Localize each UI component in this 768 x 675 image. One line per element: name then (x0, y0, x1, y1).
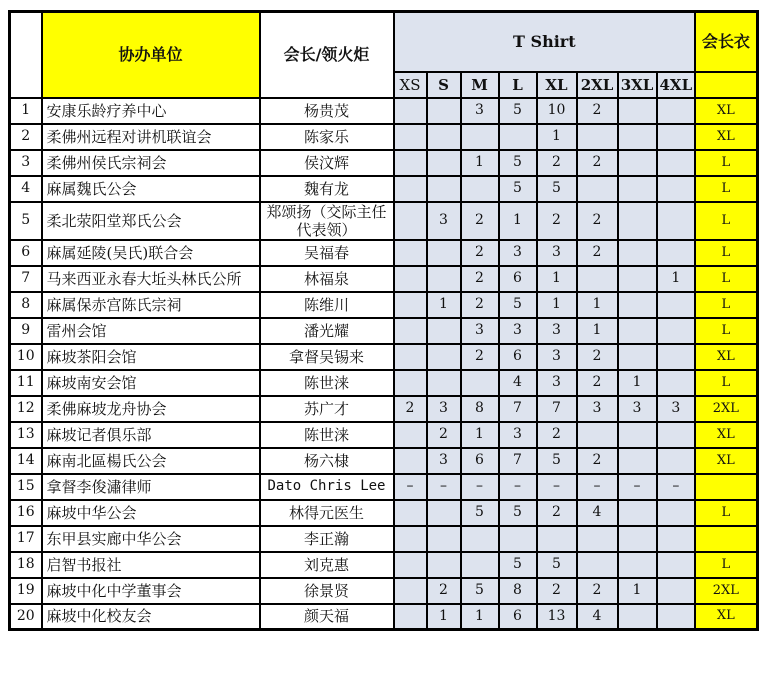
size-cell-l: 6 (499, 344, 537, 370)
size-cell-xs (394, 318, 427, 344)
leader-cell: 拿督吴锡来 (260, 344, 394, 370)
size-cell-l: 5 (499, 98, 537, 124)
size-cell-l: 6 (499, 266, 537, 292)
size-cell-4xl (657, 552, 696, 578)
size-cell-m (461, 176, 499, 202)
leader-cell: 郑颂扬（交际主任代表领） (260, 202, 394, 240)
size-cell-3xl (618, 552, 657, 578)
size-cell-xs (394, 266, 427, 292)
size-cell-2xl: 2 (577, 370, 618, 396)
president-shirt-cell (695, 474, 757, 500)
size-header-s: S (427, 72, 461, 98)
size-cell-xs (394, 98, 427, 124)
unit-cell: 安康乐龄疗养中心 (42, 98, 260, 124)
size-cell-xs (394, 176, 427, 202)
leader-cell: 杨贵茂 (260, 98, 394, 124)
size-cell-3xl (618, 344, 657, 370)
size-cell-xl: 10 (537, 98, 577, 124)
size-cell-l: 3 (499, 318, 537, 344)
size-cell-xl: 2 (537, 500, 577, 526)
size-cell-xl (537, 526, 577, 552)
size-cell-3xl (618, 240, 657, 266)
size-cell-4xl (657, 500, 696, 526)
size-cell-xs (394, 370, 427, 396)
size-cell-l: 7 (499, 396, 537, 422)
row-number: 1 (10, 98, 42, 124)
leader-cell: 侯汶辉 (260, 150, 394, 176)
row-number: 10 (10, 344, 42, 370)
size-cell-l (499, 526, 537, 552)
size-cell-l: 3 (499, 422, 537, 448)
size-cell-m: 2 (461, 240, 499, 266)
president-shirt-cell: XL (695, 422, 757, 448)
size-cell-xs (394, 344, 427, 370)
size-cell-4xl: 3 (657, 396, 696, 422)
row-number-header (10, 12, 42, 98)
row-number: 20 (10, 604, 42, 630)
size-cell-3xl (618, 98, 657, 124)
table-row (10, 318, 758, 344)
row-number: 17 (10, 526, 42, 552)
size-cell-xs (394, 240, 427, 266)
row-number: 13 (10, 422, 42, 448)
leader-cell: 苏广才 (260, 396, 394, 422)
size-cell-2xl: 2 (577, 578, 618, 604)
size-cell-xl: 5 (537, 176, 577, 202)
size-cell-2xl (577, 552, 618, 578)
size-cell-m: 2 (461, 202, 499, 240)
unit-cell: 雷州会馆 (42, 318, 260, 344)
unit-cell: 麻属保赤宫陈氏宗祠 (42, 292, 260, 318)
size-cell-2xl: 2 (577, 344, 618, 370)
president-shirt-cell: L (695, 176, 757, 202)
size-cell-xs (394, 124, 427, 150)
leader-cell: 吴福春 (260, 240, 394, 266)
unit-cell: 柔佛麻坡龙舟协会 (42, 396, 260, 422)
size-cell-3xl: – (618, 474, 657, 500)
size-header-xl: XL (537, 72, 577, 98)
size-cell-s: 1 (427, 604, 461, 630)
leader-cell: Dato Chris Lee (260, 474, 394, 500)
size-cell-2xl: 2 (577, 150, 618, 176)
row-number: 7 (10, 266, 42, 292)
size-cell-3xl (618, 500, 657, 526)
size-cell-l: 5 (499, 552, 537, 578)
leader-cell: 林得元医生 (260, 500, 394, 526)
table-row (10, 292, 758, 318)
table-row (10, 98, 758, 124)
size-cell-m: 8 (461, 396, 499, 422)
unit-cell: 麻属延陵(吴氏)联合会 (42, 240, 260, 266)
row-number: 2 (10, 124, 42, 150)
president-shirt-cell: L (695, 150, 757, 176)
size-cell-3xl: 1 (618, 578, 657, 604)
size-cell-l: 1 (499, 202, 537, 240)
size-cell-xl: 2 (537, 422, 577, 448)
president-shirt-cell: L (695, 318, 757, 344)
size-cell-3xl: 3 (618, 396, 657, 422)
unit-cell: 麻坡中化校友会 (42, 604, 260, 630)
president-shirt-cell: L (695, 370, 757, 396)
size-cell-l: 5 (499, 500, 537, 526)
unit-cell: 麻坡茶阳会馆 (42, 344, 260, 370)
size-cell-s (427, 240, 461, 266)
size-cell-4xl (657, 240, 696, 266)
leader-cell: 陈世涞 (260, 422, 394, 448)
size-cell-2xl (577, 422, 618, 448)
leader-cell: 徐景贤 (260, 578, 394, 604)
row-number: 8 (10, 292, 42, 318)
size-cell-m: 3 (461, 98, 499, 124)
leader-cell: 潘光耀 (260, 318, 394, 344)
size-cell-m: 2 (461, 292, 499, 318)
size-cell-xs: 2 (394, 396, 427, 422)
leader-cell: 陈家乐 (260, 124, 394, 150)
size-cell-l: 5 (499, 176, 537, 202)
president-shirt-cell: 2XL (695, 396, 757, 422)
size-cell-2xl: 1 (577, 292, 618, 318)
size-cell-3xl (618, 448, 657, 474)
president-shirt-cell (695, 526, 757, 552)
size-cell-m (461, 370, 499, 396)
size-cell-3xl (618, 292, 657, 318)
size-cell-3xl (618, 422, 657, 448)
table-row (10, 176, 758, 202)
size-cell-xl: 1 (537, 266, 577, 292)
unit-cell: 麻坡中化中学董事会 (42, 578, 260, 604)
size-cell-4xl (657, 202, 696, 240)
size-cell-3xl (618, 124, 657, 150)
size-cell-s (427, 124, 461, 150)
size-cell-xs (394, 604, 427, 630)
size-cell-4xl (657, 176, 696, 202)
size-cell-m: 2 (461, 266, 499, 292)
unit-cell: 马来西亚永春大坵头林氏公所 (42, 266, 260, 292)
header-row-main (10, 12, 758, 72)
size-cell-4xl (657, 318, 696, 344)
row-number: 14 (10, 448, 42, 474)
size-cell-m: 1 (461, 150, 499, 176)
size-cell-xl: 3 (537, 240, 577, 266)
president-shirt-cell: L (695, 292, 757, 318)
size-cell-xl: 7 (537, 396, 577, 422)
size-cell-m: 5 (461, 500, 499, 526)
row-number: 19 (10, 578, 42, 604)
size-cell-xl: 3 (537, 344, 577, 370)
size-cell-4xl (657, 98, 696, 124)
size-cell-m: 5 (461, 578, 499, 604)
size-cell-xs (394, 202, 427, 240)
size-cell-s: 2 (427, 578, 461, 604)
size-header-l: L (499, 72, 537, 98)
size-cell-2xl (577, 176, 618, 202)
unit-cell: 启智书报社 (42, 552, 260, 578)
table-row (10, 448, 758, 474)
size-header-2xl: 2XL (577, 72, 618, 98)
president-shirt-cell: L (695, 202, 757, 240)
table-row (10, 202, 758, 240)
size-cell-3xl (618, 176, 657, 202)
size-cell-3xl (618, 150, 657, 176)
size-cell-2xl: 2 (577, 448, 618, 474)
leader-cell: 李正瀚 (260, 526, 394, 552)
leader-cell: 陈世涞 (260, 370, 394, 396)
size-cell-4xl (657, 344, 696, 370)
size-cell-xs (394, 448, 427, 474)
president-shirt-cell: XL (695, 124, 757, 150)
size-cell-2xl: 4 (577, 500, 618, 526)
row-number: 9 (10, 318, 42, 344)
row-number: 5 (10, 202, 42, 240)
size-cell-xl: 5 (537, 448, 577, 474)
size-cell-m: – (461, 474, 499, 500)
leader-cell: 林福泉 (260, 266, 394, 292)
table-row (10, 422, 758, 448)
president-shirt-cell: XL (695, 604, 757, 630)
unit-cell: 麻南北區楊氏公会 (42, 448, 260, 474)
size-cell-m: 6 (461, 448, 499, 474)
size-cell-2xl: 2 (577, 240, 618, 266)
size-cell-4xl (657, 422, 696, 448)
size-cell-4xl (657, 448, 696, 474)
size-cell-xs: – (394, 474, 427, 500)
size-cell-3xl (618, 202, 657, 240)
row-number: 15 (10, 474, 42, 500)
size-cell-xl: 13 (537, 604, 577, 630)
table-row (10, 526, 758, 552)
size-cell-s: 3 (427, 396, 461, 422)
size-cell-m: 1 (461, 604, 499, 630)
president-shirt-cell: XL (695, 98, 757, 124)
row-number: 6 (10, 240, 42, 266)
size-cell-3xl (618, 318, 657, 344)
leader-cell: 刘克惠 (260, 552, 394, 578)
size-cell-s (427, 500, 461, 526)
table-row (10, 150, 758, 176)
size-cell-xl: 2 (537, 578, 577, 604)
size-cell-s: 3 (427, 448, 461, 474)
leader-header: 会长/领火炬 (260, 12, 394, 98)
row-number: 3 (10, 150, 42, 176)
size-cell-4xl (657, 526, 696, 552)
size-cell-l: 7 (499, 448, 537, 474)
size-cell-l: 3 (499, 240, 537, 266)
leader-cell: 陈维川 (260, 292, 394, 318)
size-cell-3xl (618, 526, 657, 552)
table-row (10, 500, 758, 526)
size-cell-3xl (618, 604, 657, 630)
size-cell-xl: – (537, 474, 577, 500)
size-cell-xs (394, 292, 427, 318)
size-cell-m: 1 (461, 422, 499, 448)
size-cell-s (427, 150, 461, 176)
size-header-4xl: 4XL (657, 72, 696, 98)
table-row (10, 552, 758, 578)
size-cell-4xl (657, 578, 696, 604)
size-cell-l: – (499, 474, 537, 500)
row-number: 11 (10, 370, 42, 396)
size-cell-xl: 2 (537, 202, 577, 240)
president-shirt-cell: 2XL (695, 578, 757, 604)
size-cell-xs (394, 422, 427, 448)
table-row (10, 474, 758, 500)
size-cell-2xl: 3 (577, 396, 618, 422)
unit-cell: 拿督李俊潚律师 (42, 474, 260, 500)
size-cell-2xl: 2 (577, 98, 618, 124)
size-cell-l: 5 (499, 150, 537, 176)
president-shirt-subheader-cell (695, 72, 757, 98)
size-cell-xs (394, 552, 427, 578)
size-cell-l (499, 124, 537, 150)
table-row (10, 370, 758, 396)
size-cell-3xl: 1 (618, 370, 657, 396)
size-cell-m (461, 526, 499, 552)
size-cell-xl: 1 (537, 292, 577, 318)
row-number: 4 (10, 176, 42, 202)
size-cell-s (427, 344, 461, 370)
size-cell-2xl: 1 (577, 318, 618, 344)
president-shirt-cell: L (695, 240, 757, 266)
size-cell-xl: 1 (537, 124, 577, 150)
size-cell-s (427, 98, 461, 124)
unit-header: 协办单位 (42, 12, 260, 98)
size-cell-m (461, 552, 499, 578)
size-cell-xl: 2 (537, 150, 577, 176)
unit-cell: 麻坡中华公会 (42, 500, 260, 526)
size-cell-s (427, 266, 461, 292)
size-cell-2xl: 2 (577, 202, 618, 240)
unit-cell: 麻属魏氏公会 (42, 176, 260, 202)
size-cell-s (427, 176, 461, 202)
size-cell-2xl: 4 (577, 604, 618, 630)
size-cell-s (427, 318, 461, 344)
president-shirt-cell: XL (695, 448, 757, 474)
size-cell-m (461, 124, 499, 150)
table-row (10, 266, 758, 292)
table-row (10, 344, 758, 370)
leader-cell: 杨六棣 (260, 448, 394, 474)
table-row (10, 124, 758, 150)
size-cell-s: 3 (427, 202, 461, 240)
size-header-3xl: 3XL (618, 72, 657, 98)
size-cell-l: 8 (499, 578, 537, 604)
size-cell-2xl (577, 124, 618, 150)
president-shirt-header: 会长衣 (695, 12, 757, 72)
row-number: 18 (10, 552, 42, 578)
size-cell-xs (394, 500, 427, 526)
unit-cell: 柔佛州远程对讲机联谊会 (42, 124, 260, 150)
size-cell-4xl: 1 (657, 266, 696, 292)
leader-cell: 颜天福 (260, 604, 394, 630)
size-cell-4xl (657, 292, 696, 318)
president-shirt-cell: L (695, 500, 757, 526)
size-cell-xs (394, 526, 427, 552)
size-cell-s (427, 370, 461, 396)
size-cell-2xl (577, 266, 618, 292)
unit-cell: 柔北荥阳堂郑氏公会 (42, 202, 260, 240)
row-number: 16 (10, 500, 42, 526)
size-cell-2xl (577, 526, 618, 552)
president-shirt-cell: L (695, 552, 757, 578)
unit-cell: 麻坡南安会馆 (42, 370, 260, 396)
row-number: 12 (10, 396, 42, 422)
size-cell-2xl: – (577, 474, 618, 500)
size-cell-xl: 3 (537, 318, 577, 344)
size-cell-s: 1 (427, 292, 461, 318)
size-cell-l: 4 (499, 370, 537, 396)
size-cell-s (427, 552, 461, 578)
size-cell-m: 2 (461, 344, 499, 370)
president-shirt-cell: L (695, 266, 757, 292)
size-cell-s (427, 526, 461, 552)
size-header-m: M (461, 72, 499, 98)
size-cell-xs (394, 150, 427, 176)
unit-cell: 东甲县实廊中华公会 (42, 526, 260, 552)
president-shirt-cell: XL (695, 344, 757, 370)
shirt-order-table (8, 10, 759, 631)
size-cell-xl: 3 (537, 370, 577, 396)
tshirt-header: T Shirt (394, 12, 696, 72)
table-row (10, 396, 758, 422)
size-cell-m: 3 (461, 318, 499, 344)
size-cell-l: 5 (499, 292, 537, 318)
size-cell-s: – (427, 474, 461, 500)
size-cell-l: 6 (499, 604, 537, 630)
size-cell-4xl: – (657, 474, 696, 500)
size-cell-4xl (657, 370, 696, 396)
size-cell-4xl (657, 124, 696, 150)
size-cell-xs (394, 578, 427, 604)
unit-cell: 麻坡记者俱乐部 (42, 422, 260, 448)
size-cell-4xl (657, 150, 696, 176)
size-cell-xl: 5 (537, 552, 577, 578)
size-cell-3xl (618, 266, 657, 292)
size-cell-4xl (657, 604, 696, 630)
unit-cell: 柔佛州侯氏宗祠会 (42, 150, 260, 176)
table-row (10, 604, 758, 630)
leader-cell: 魏有龙 (260, 176, 394, 202)
table-row (10, 578, 758, 604)
size-header-xs: XS (394, 72, 427, 98)
table-row (10, 240, 758, 266)
size-cell-s: 2 (427, 422, 461, 448)
